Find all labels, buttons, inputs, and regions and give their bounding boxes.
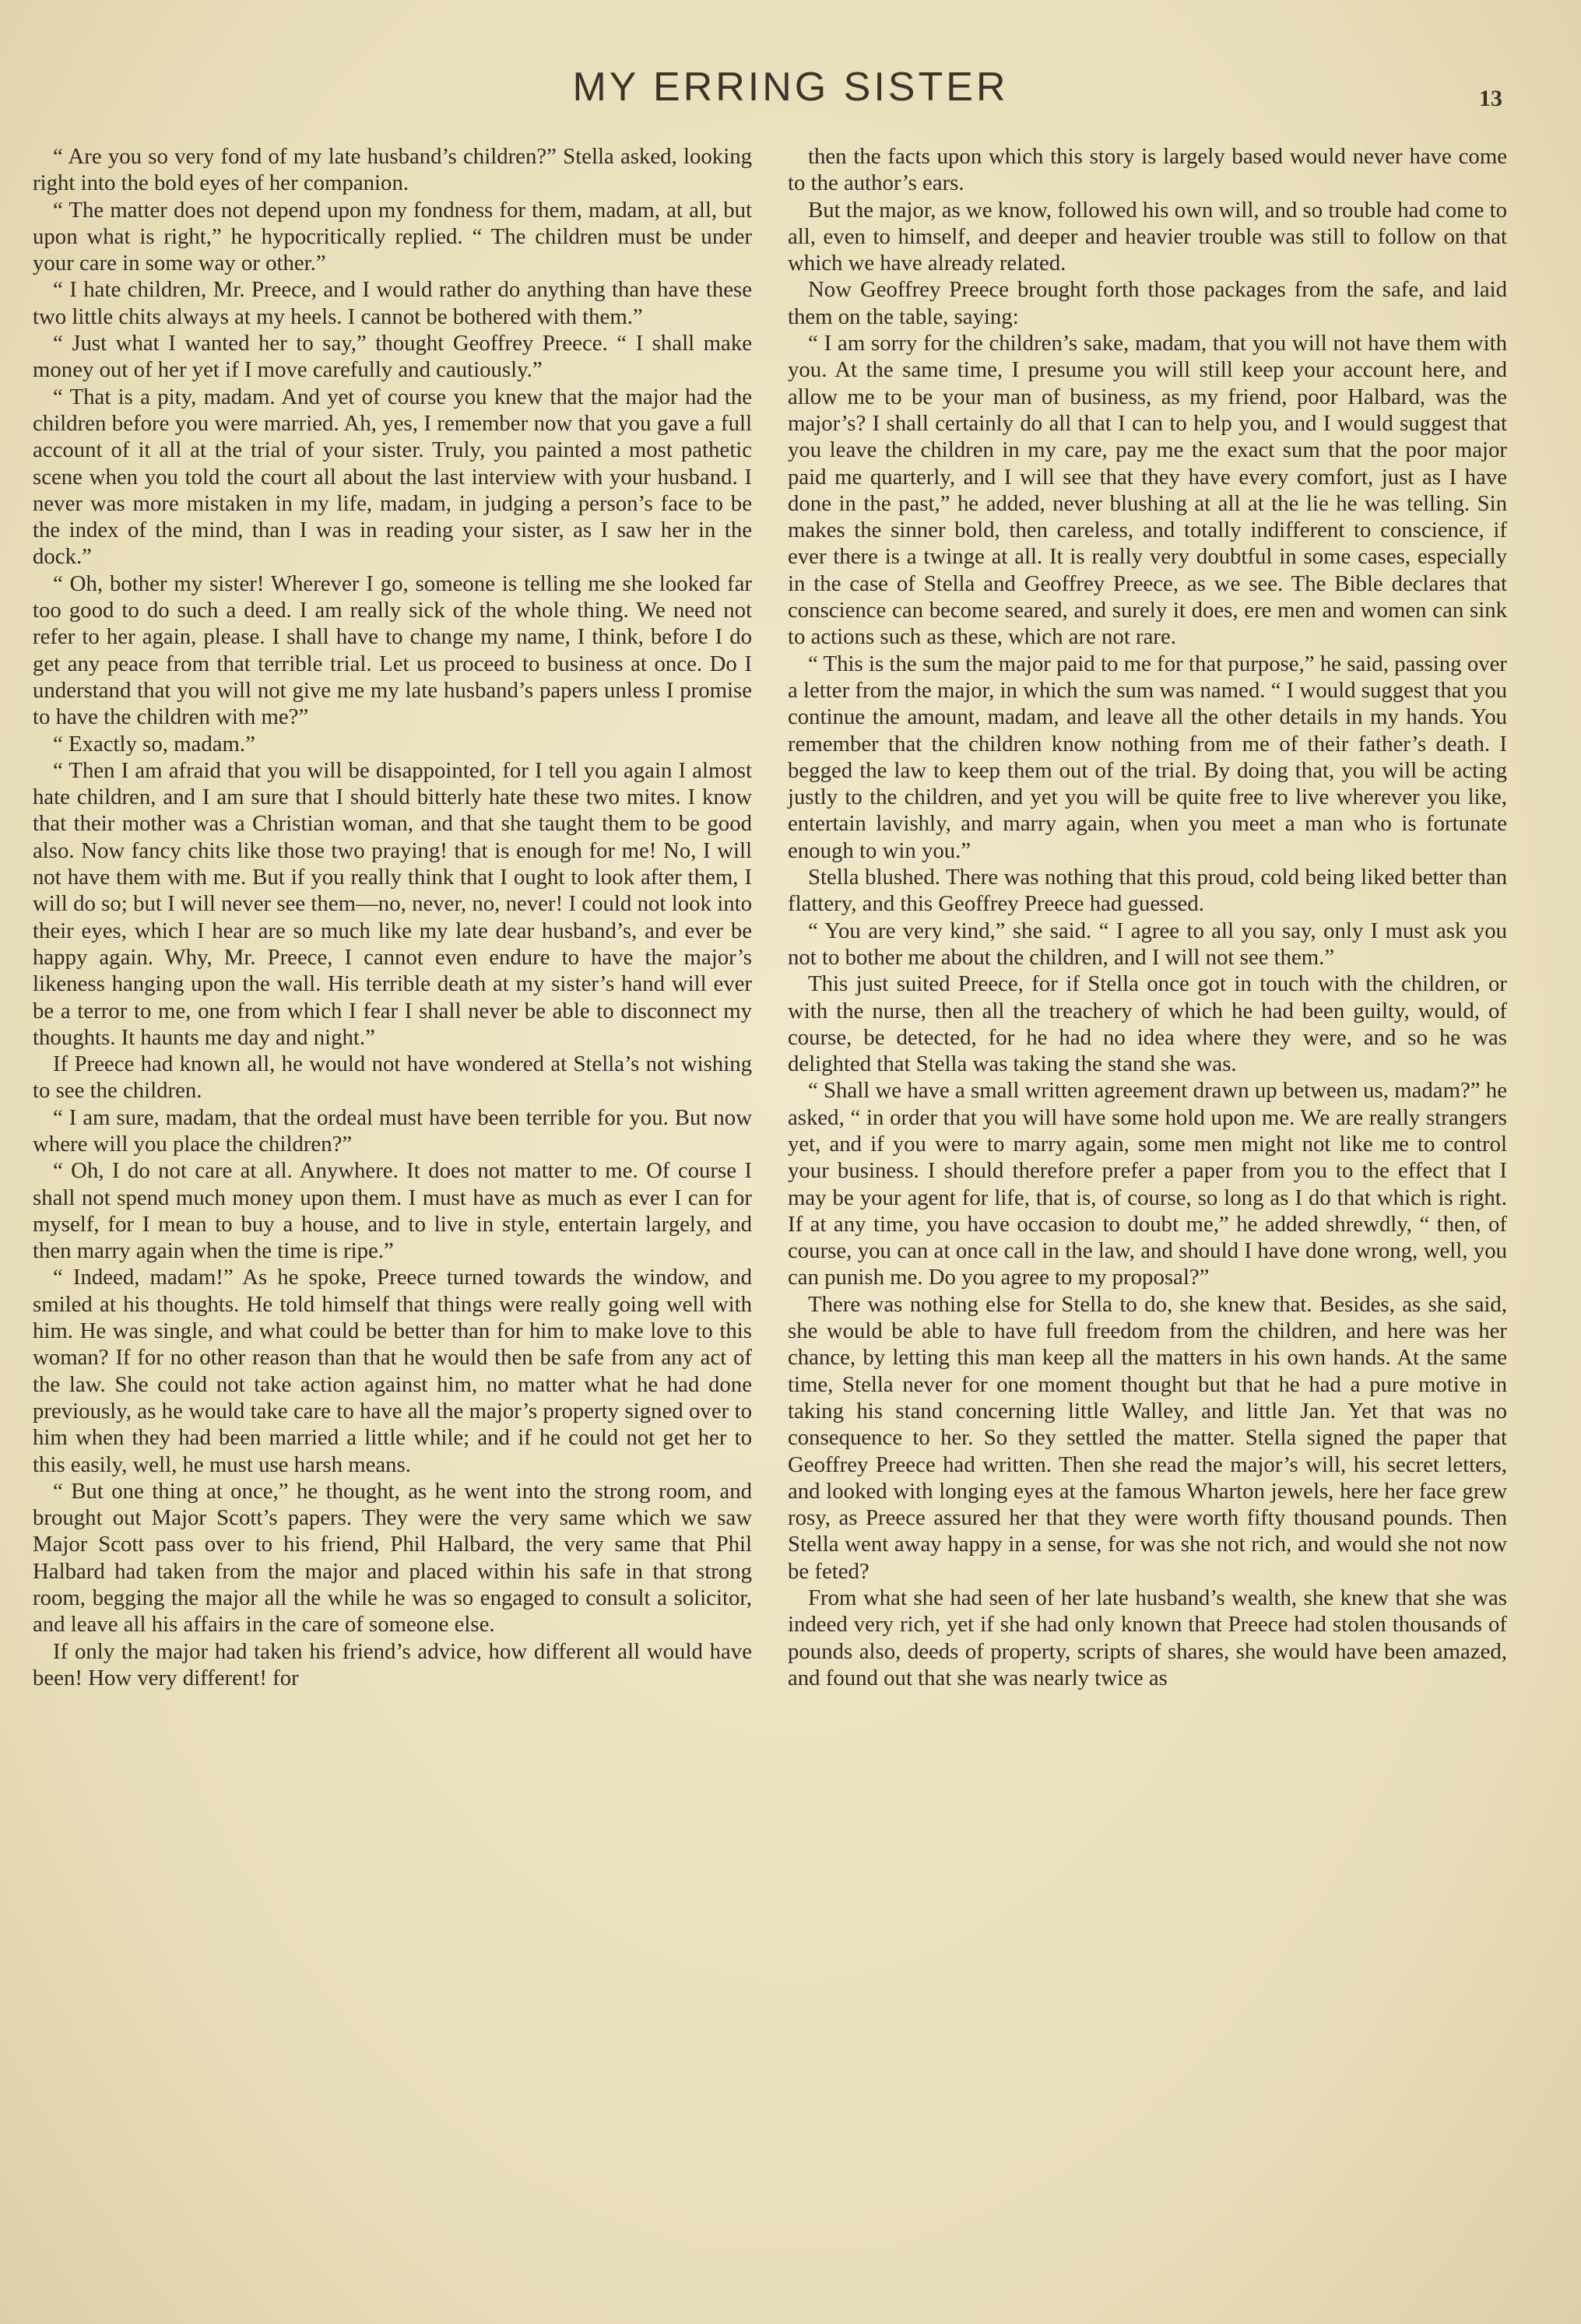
paragraph: “ Just what I wanted her to say,” thought Geoffrey Preece. “ I shall make money out of her yet if I move carefully and cautiously.”: [33, 331, 752, 383]
paragraph: “ I hate children, Mr. Preece, and I would rather do anything than have these two little chits always at my heels. I cannot be bothered with them.”: [33, 277, 752, 329]
running-title: MY ERRING SISTER: [572, 65, 1009, 110]
paragraph: Stella blushed. There was nothing that this proud, cold being liked better than flattery, and this Geoffrey Preece had guessed.: [788, 865, 1507, 917]
paragraph: “ You are very kind,” she said. “ I agree to all you say, only I must ask you not to bother me about the children, and I will not see them.”: [788, 918, 1507, 970]
paragraph: “ Indeed, madam!” As he spoke, Preece turned towards the window, and smiled at his thoughts. He told himself that things were really going well with him. He was single, and what could be better than for him to make love to this woman? If for no other reason than that he would then be safe from any act of the law. She could not take action against him, no matter what he had done previously, as he would take care to have all the major’s property signed over to him when they had been married a little while; and if he could not get her to this easily, well, he must use harsh means.: [33, 1265, 752, 1477]
paragraph: “ The matter does not depend upon my fondness for them, madam, at all, but upon what is right,” he hypocritically replied. “ The children must be under your care in some way or other.”: [33, 197, 752, 276]
page-header: [0, 64, 1581, 126]
page-number: 13: [1479, 86, 1502, 111]
paragraph: Now Geoffrey Preece brought forth those packages from the safe, and laid them on the table, saying:: [788, 277, 1507, 329]
paragraph: “ But one thing at once,” he thought, as he went into the strong room, and brought out Major Scott’s papers. They were the very same which we saw Major Scott pass over to his friend, Phil Halbard, the very same that Phil Halbard had taken from the major and placed within his safe in that strong room, begging the major all the while he was so engaged to consult a solicitor, and leave all his affairs in the care of someone else.: [33, 1478, 752, 1638]
paragraph: “ I am sorry for the children’s sake, madam, that you will not have them with you. At the same time, I presume you will still keep your account here, and allow me to be your man of business, as my friend, poor Halbard, was the major’s? I shall certainly do all that I can to help you, and I would suggest that you leave the children in my care, pay me the exact sum that the poor major paid me quarterly, and I will see that they have every comfort, just as I have done in the past,” he added, never blushing at all at the lie he was telling. Sin makes the sinner bold, then careless, and totally indifferent to conscience, if ever there is a twinge at all. It is really very doubtful in some cases, especially in the case of Stella and Geoffrey Preece, as we see. The Bible declares that conscience can become seared, and surely it does, ere men and women can sink to actions such as these, which are not rare.: [788, 331, 1507, 650]
paragraph: “ Are you so very fond of my late husband’s children?” Stella asked, looking right into the bold eyes of her companion.: [33, 144, 752, 196]
paragraph: If Preece had known all, he would not have wondered at Stella’s not wishing to see the children.: [33, 1051, 752, 1104]
paragraph: “ Exactly so, madam.”: [53, 731, 255, 757]
paragraph: If only the major had taken his friend’s advice, how different all would have been! How very different! for: [33, 1638, 752, 1690]
left-column: [33, 143, 752, 1691]
paragraph: “ Then I am afraid that you will be disappointed, for I tell you again I almost hate children, and I am sure that I should bitterly hate these two mites. I know that their mother was a Christian woman, and that she taught them to be good also. Now fancy chits like those two praying! that is enough for me! No, I will not have them with me. But if you really think that I ought to look after them, I will do so; but I will never see them—no, never, no, never! I could not look into their eyes, which I hear are so much like my late dear husband’s, and ever be happy again. Why, Mr. Preece, I cannot even endure to have the major’s likeness hanging upon the wall. His terrible death at my sister’s hand will ever be a terror to me, one from which I fear I shall never be able to disconnect my thoughts. It haunts me day and night.”: [33, 757, 752, 1050]
right-column: [788, 143, 1507, 1691]
paragraph: “ Oh, I do not care at all. Anywhere. It does not matter to me. Of course I shall not spend much money upon them. I must have as much as ever I can for myself, for I mean to buy a house, and to live in style, entertain largely, and then marry again when the time is ripe.”: [33, 1158, 752, 1264]
paragraph: This just suited Preece, for if Stella once got in touch with the children, or with the nurse, then all the treachery of which he had been guilty, would, of course, be detected, for he had no idea where they were, and so he was delighted that Stella was taking the stand she was.: [788, 971, 1507, 1077]
paragraph: then the facts upon which this story is largely based would never have come to the author’s ears.: [788, 144, 1507, 196]
paragraph: “ Oh, bother my sister! Wherever I go, someone is telling me she looked far too good to do such a deed. I am really sick of the whole thing. We need not refer to her again, please. I shall have to change my name, I think, before I do get any peace from that terrible trial. Let us proceed to business at once. Do I understand that you will not give me my late husband’s papers unless I promise to have the children with me?”: [33, 570, 752, 730]
paragraph: There was nothing else for Stella to do, she knew that. Besides, as she said, she would be able to have full freedom from the children, and here was her chance, by letting this man keep all the matters in his own hands. At the same time, Stella never for one moment thought but that he had a pure motive in taking his stand concerning little Walley, and little Jan. Yet that was no consequence to her. So they settled the matter. Stella signed the paper that Geoffrey Preece had written. Then she read the major’s will, his secret letters, and looked with longing eyes at the famous Wharton jewels, here her face grew rosy, as Preece assured her that they were worth fifty thousand pounds. Then Stella went away happy in a sense, for was she not rich, and would she not now be feted?: [788, 1291, 1507, 1584]
paragraph: “ I am sure, madam, that the ordeal must have been terrible for you. But now where will you place the children?”: [33, 1104, 752, 1157]
paragraph: “ This is the sum the major paid to me for that purpose,” he said, passing over a letter from the major, in which the sum was named. “ I would suggest that you continue the amount, madam, and leave all the other details in my hands. You remember that the children know nothing from me of their father’s death. I begged the law to keep them out of the trial. By doing that, you will be acting justly to the children, and yet you will be quite free to live wherever you like, entertain lavishly, and marry again, when you meet a man who is fortunate enough to win you.”: [788, 651, 1507, 863]
paragraph: But the major, as we know, followed his own will, and so trouble had come to all, even to himself, and deeper and heavier trouble was still to follow on that which we have already related.: [788, 197, 1507, 276]
paragraph: “ Shall we have a small written agreement drawn up between us, madam?” he asked, “ in order that you will have some hold upon me. We are really strangers yet, and if you were to marry again, some men might not like me to control your business. I should therefore prefer a paper from you to the effect that I may be your agent for life, that is, of course, so long as I do that which is right. If at any time, you have occasion to doubt me,” he added shrewdly, “ then, of course, you can at once call in the law, and should I have done wrong, well, you can punish me. Do you agree to my proposal?”: [788, 1078, 1507, 1290]
paragraph: “ That is a pity, madam. And yet of course you knew that the major had the children before you were married. Ah, yes, I remember now that you gave a full account of it all at the trial of your sister. Truly, you painted a most pathetic scene when you told the court all about the last interview with your husband. I never was more mistaken in my life, madam, in judging a person’s face to be the index of the mind, than I was in reading your sister, as I saw her in the dock.”: [33, 384, 752, 570]
paragraph: From what she had seen of her late husband’s wealth, she knew that she was indeed very rich, yet if she had only known that Preece had stolen thousands of pounds also, deeds of property, scripts of shares, she would have been amazed, and found out that she was nearly twice as: [788, 1585, 1507, 1690]
